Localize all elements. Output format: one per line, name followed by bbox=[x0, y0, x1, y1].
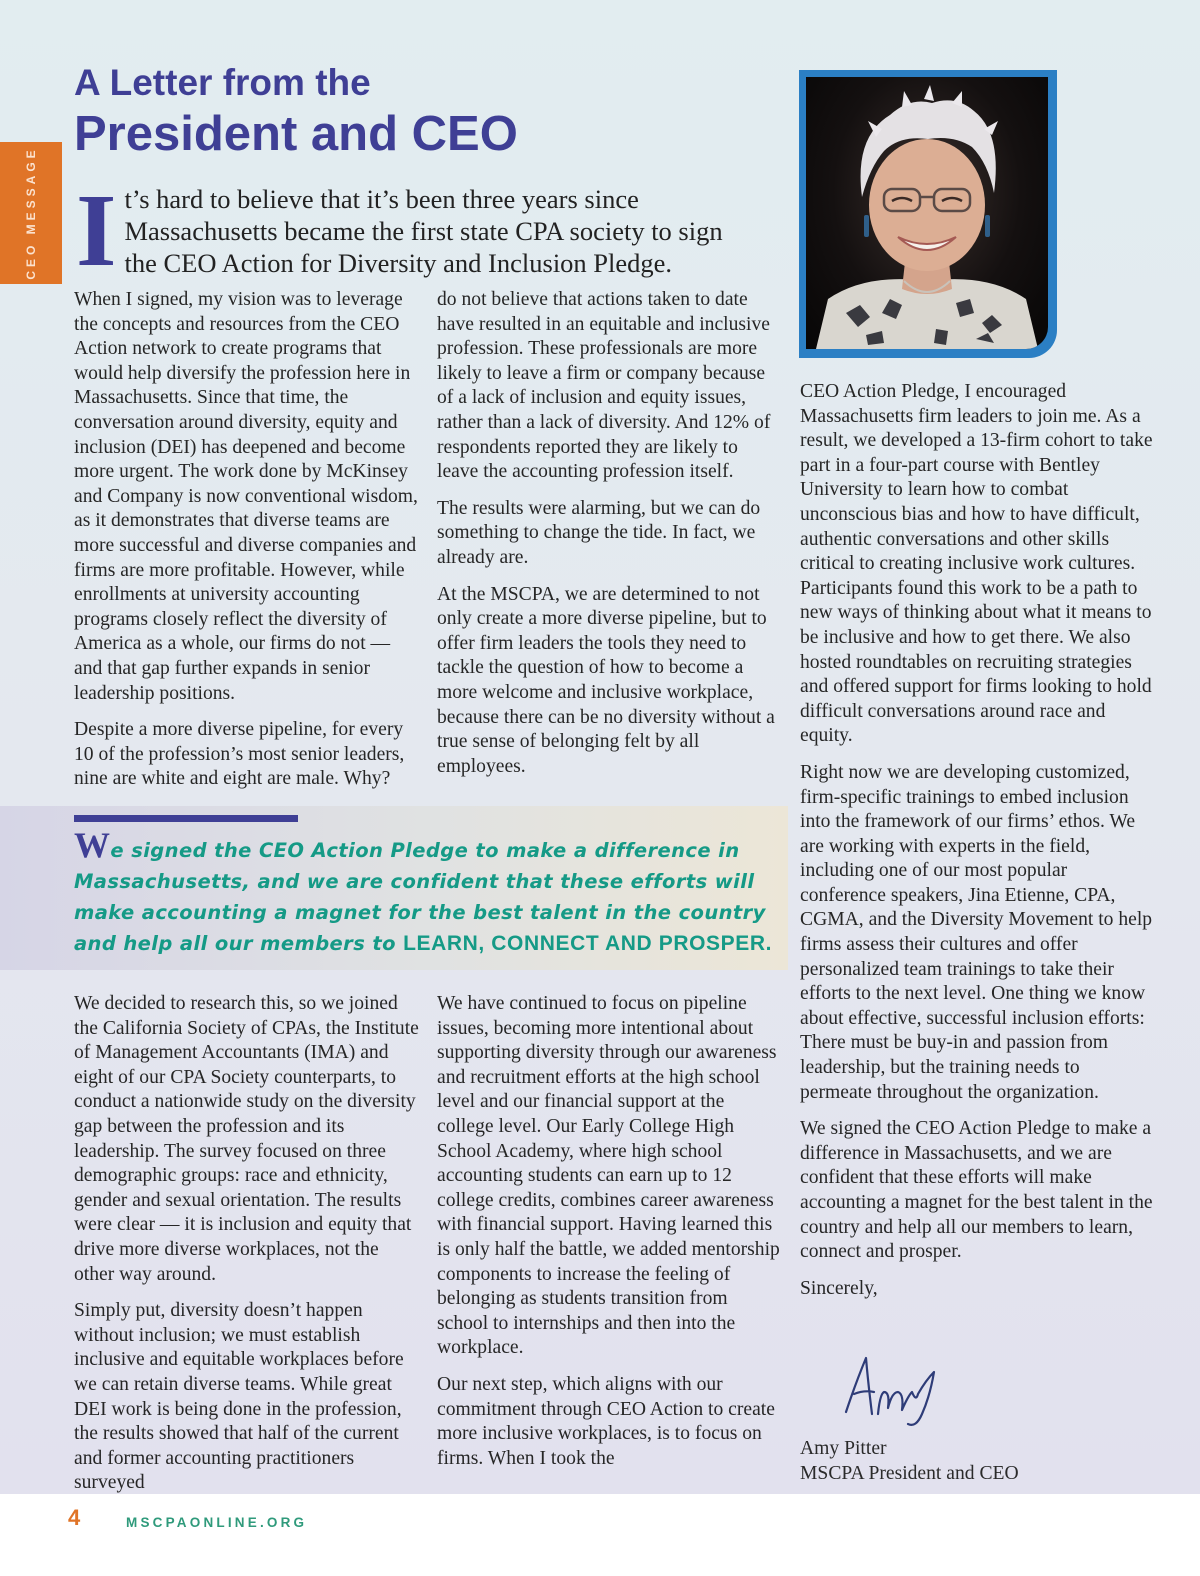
signer-name: Amy Pitter bbox=[800, 1438, 887, 1459]
paragraph: Our next step, which aligns with our commitment through CEO Action to create more inclusive workplaces, is to focus on firms. When I took the bbox=[437, 1373, 775, 1469]
signature-image bbox=[838, 1352, 948, 1430]
paragraph: We decided to research this, so we joined the California Society of CPAs, the Institute of Management Accountants (IMA) and eight of our CPA Society counterparts, to conduct a nationwide study on the diversity gap between the profession and its leadership. The survey focused on three demographic groups: race and ethnicity, gender and sexual orientation. The results were clear — it is inclusion and equity that drive more diverse workplaces, not the other way around. bbox=[74, 993, 419, 1285]
page-title-line-2: President and CEO bbox=[74, 107, 518, 161]
paragraph: The results were alarming, but we can do something to change the tide. In fact, we already are. bbox=[437, 497, 761, 568]
signer-block bbox=[800, 1437, 1019, 1486]
page-title-line-1: A Letter from the bbox=[74, 62, 371, 103]
paragraph: CEO Action Pledge, I encouraged Massachusetts firm leaders to join me. As a result, we developed a 13-firm cohort to take part in a four-part course with Bentley University to learn how to combat unconscious bias and how to have difficult, authentic conversations and other skills critical to creating inclusive work cultures. Participants found this work to be a path to new ways of thinking about what it means to be inclusive and how to get there. We also hosted roundtables on recruiting strategies and offered support for firms looking to hold difficult conversations around race and equity. bbox=[800, 381, 1153, 747]
pull-quote-tagline: LEARN, CONNECT AND PROSPER. bbox=[403, 932, 773, 955]
lead-text: t’s hard to believe that it’s been three years since Massachusetts became the first state CPA society to sign the CEO Action for Diversity and Inclusion Pledge. bbox=[124, 184, 723, 278]
column-right bbox=[800, 380, 1155, 1313]
footer-website-link[interactable]: MSCPAONLINE.ORG bbox=[126, 1515, 308, 1530]
signer-title: MSCPA President and CEO bbox=[800, 1462, 1019, 1484]
paragraph: Right now we are developing customized, firm-specific trainings to embed inclusion into the framework of our firms’ ethos. We are working with experts in the field, including one of our most popular conference speakers, Jina Etienne, CPA, CGMA, and the Diversity Movement to help firms assess their cultures and offer personalized team trainings to take their efforts to the next level. One thing we know about effective, successful inclusion efforts: There must be buy-in and passion from leadership, but the training needs to permeate throughout the organization. bbox=[800, 761, 1153, 1103]
section-tab bbox=[0, 142, 62, 284]
column-top-left bbox=[74, 288, 419, 804]
footer bbox=[0, 1494, 1200, 1576]
section-tab-label: CEO MESSAGE bbox=[24, 146, 38, 280]
portrait-photo bbox=[806, 77, 1048, 349]
paragraph: Despite a more diverse pipeline, for every 10 of the profession’s most senior leaders, nine are white and eight are male. Why? bbox=[74, 719, 405, 790]
handwritten-signature bbox=[838, 1352, 948, 1435]
paragraph: When I signed, my vision was to leverage the concepts and resources from the CEO Action network to create programs that would help diversify the profession here in Massachusetts. Since that time, the conversation around diversity, equity and inclusion (DEI) has deepened and become more urgent. The work done by McKinsey and Company is now conventional wisdom, as it demonstrates that diverse teams are more successful and diverse companies and firms are more profitable. However, while enrollments at university accounting programs closely reflect the diversity of America as a whole, our firms do not — and that gap further expands in senior leadership positions. bbox=[74, 289, 418, 704]
portrait-frame bbox=[799, 70, 1057, 358]
pull-quote-text: e signed the CEO Action Pledge to make a difference in Massachusetts, and we are confident that these efforts will make accounting a magnet for the best talent in the country and help all our members to bbox=[74, 839, 766, 955]
column-bottom-left bbox=[74, 992, 419, 1508]
column-top-middle bbox=[437, 288, 782, 791]
sign-off-greeting: Sincerely, bbox=[800, 1277, 878, 1299]
pull-quote-initial: W bbox=[74, 825, 111, 865]
paragraph: We signed the CEO Action Pledge to make a difference in Massachusetts, and we are confident that these efforts will make accounting a magnet for the best talent in the country and help all our members to learn, connect and prosper. bbox=[800, 1118, 1153, 1263]
drop-cap: I bbox=[76, 173, 117, 288]
page-number: 4 bbox=[68, 1505, 81, 1530]
pull-quote-rule bbox=[74, 815, 298, 822]
paragraph: At the MSCPA, we are determined to not only create a more diverse pipeline, but to offer firm leaders the tools they need to tackle the question of how to become a more welcome and inclusive workplace, because there can be no diversity without a true sense of belonging felt by all employees. bbox=[437, 583, 775, 777]
column-bottom-middle bbox=[437, 992, 782, 1483]
portrait-illustration bbox=[806, 77, 1048, 349]
paragraph: do not believe that actions taken to date have resulted in an equitable and inclusive profession. These professionals are more likely to leave a firm or company because of a lack of inclusion and equity issues, rather than a lack of diversity. And 12% of respondents reported they are likely to leave the accounting profession itself. bbox=[437, 289, 771, 483]
paragraph: Simply put, diversity doesn’t happen without inclusion; we must establish inclusive and equitable workplaces before we can retain diverse teams. While great DEI work is being done in the profession, the results showed that half of the current and former accounting practitioners surveyed bbox=[74, 1300, 404, 1494]
pull-quote bbox=[74, 825, 774, 959]
lead-paragraph bbox=[76, 173, 726, 288]
paragraph: We have continued to focus on pipeline issues, becoming more intentional about supporting diversity through our awareness and recruitment efforts at the high school level and our financial support at the college level. Our Early College High School Academy, where high school accounting students can earn up to 12 college credits, combines career awareness with financial support. Having learned this is only half the battle, we added mentorship components to increase the feeling of belonging as students transition from school to internships and then into the workplace. bbox=[437, 993, 780, 1359]
